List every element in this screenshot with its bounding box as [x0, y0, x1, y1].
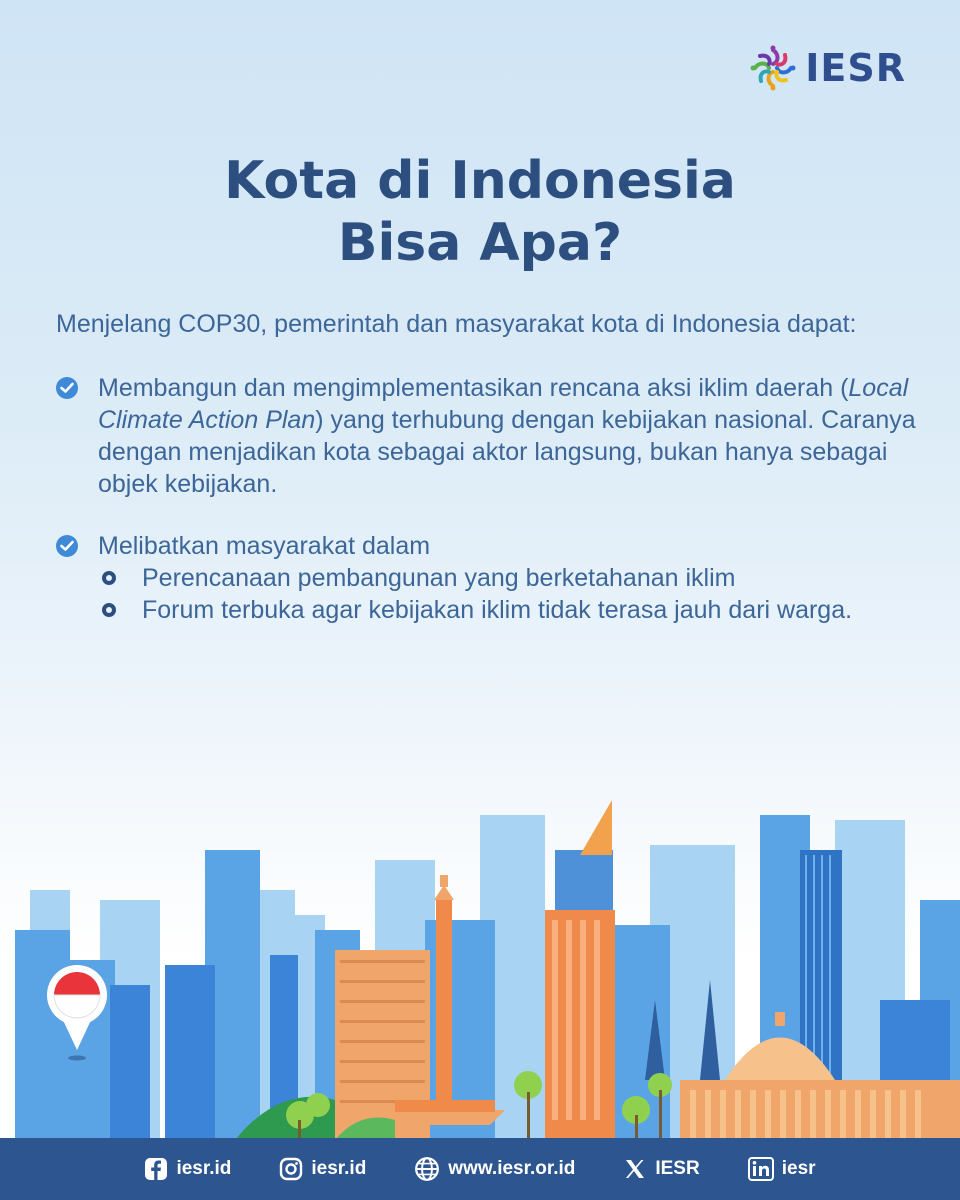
page-title	[0, 150, 960, 274]
title-line-2: Bisa Apa?	[337, 213, 623, 273]
point-2-text: Melibatkan masyarakat dalam	[98, 532, 431, 560]
logo-icon	[749, 44, 797, 92]
footer-social-bar	[0, 1138, 960, 1200]
list-item	[56, 530, 926, 626]
check-icon	[56, 535, 78, 557]
website-link[interactable]: www.iesr.or.id	[414, 1156, 575, 1182]
x-link[interactable]: IESR	[623, 1157, 699, 1181]
check-icon	[56, 377, 78, 399]
sub-list-item: Perencanaan pembangunan yang berketahanan iklim	[98, 562, 926, 594]
city-skyline-illustration	[0, 780, 960, 1140]
title-line-1: Kota di Indonesia	[224, 151, 736, 211]
list-item	[56, 372, 926, 500]
instagram-link[interactable]: iesr.id	[279, 1157, 366, 1181]
globe-icon	[414, 1156, 440, 1182]
instagram-icon	[279, 1157, 303, 1181]
linkedin-icon	[748, 1157, 774, 1181]
facebook-icon	[144, 1157, 168, 1181]
brand-logo	[749, 44, 906, 92]
point-1-text: Membangun dan mengimplementasikan rencana aksi iklim daerah (Local Climate Action Plan) yang terhubung dengan kebijakan nasional. Caranya dengan menjadikan kota sebagai aktor langsung, bukan hanya sebagai objek kebijakan.	[98, 374, 916, 498]
intro-text: Menjelang COP30, pemerintah dan masyarakat kota di Indonesia dapat:	[56, 310, 857, 338]
sub-list-item: Forum terbuka agar kebijakan iklim tidak terasa jauh dari warga.	[98, 594, 926, 626]
bullet-ring-icon	[102, 603, 116, 617]
point-1-italic: Local Climate Action Plan	[98, 374, 909, 434]
bullet-ring-icon	[102, 571, 116, 585]
logo-text: IESR	[805, 46, 906, 90]
sub-list	[98, 562, 926, 626]
linkedin-link[interactable]: iesr	[748, 1157, 816, 1181]
points-list	[56, 372, 926, 626]
facebook-link[interactable]: iesr.id	[144, 1157, 231, 1181]
x-icon	[623, 1157, 647, 1181]
